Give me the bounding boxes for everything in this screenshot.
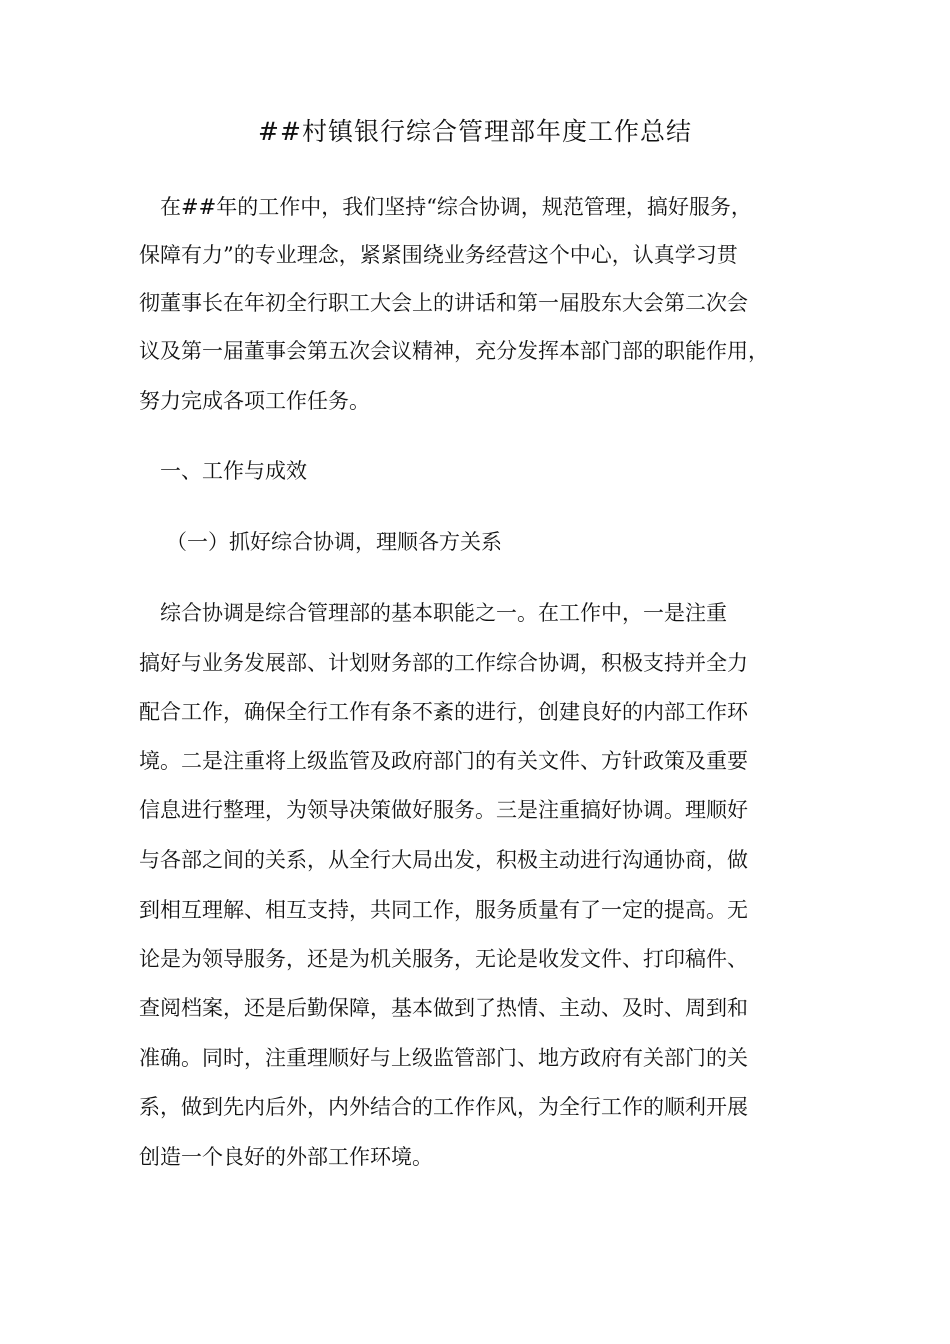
body-line-1: 综合协调是综合管理部的基本职能之一。在工作中，一是注重 xyxy=(139,601,727,625)
body-line-9: 查阅档案，还是后勤保障，基本做到了热情、主动、及时、周到和 xyxy=(139,996,748,1020)
body-line-3: 配合工作，确保全行工作有条不紊的进行，创建良好的内部工作环 xyxy=(139,700,748,724)
section-heading: 一、工作与成效 xyxy=(139,459,307,483)
body-line-5: 信息进行整理，为领导决策做好服务。三是注重搞好协调。理顺好 xyxy=(139,798,748,822)
subsection-heading: （一）抓好综合协调，理顺各方关系 xyxy=(166,530,502,554)
document-title: ##村镇银行综合管理部年度工作总结 xyxy=(258,117,692,146)
intro-line-5: 努力完成各项工作任务。 xyxy=(139,389,370,413)
body-line-6: 与各部之间的关系，从全行大局出发，积极主动进行沟通协商，做 xyxy=(139,848,748,872)
intro-line-4: 议及第一届董事会第五次会议精神，充分发挥本部门部的职能作用， xyxy=(139,339,769,363)
intro-line-2: 保障有力”的专业理念，紧紧围绕业务经营这个中心，认真学习贯 xyxy=(139,243,738,267)
body-line-7: 到相互理解、相互支持，共同工作，服务质量有了一定的提高。无 xyxy=(139,898,748,922)
body-line-11: 系，做到先内后外，内外结合的工作作风，为全行工作的顺利开展 xyxy=(139,1095,748,1119)
body-line-10: 准确。同时，注重理顺好与上级监管部门、地方政府有关部门的关 xyxy=(139,1046,748,1070)
intro-line-3: 彻董事长在年初全行职工大会上的讲话和第一届股东大会第二次会 xyxy=(139,291,748,315)
body-line-8: 论是为领导服务，还是为机关服务，无论是收发文件、打印稿件、 xyxy=(139,947,748,971)
body-line-12: 创造一个良好的外部工作环境。 xyxy=(139,1145,433,1169)
body-line-4: 境。二是注重将上级监管及政府部门的有关文件、方针政策及重要 xyxy=(139,749,748,773)
body-line-2: 搞好与业务发展部、计划财务部的工作综合协调，积极支持并全力 xyxy=(139,651,748,675)
intro-line-1: 在##年的工作中，我们坚持“综合协调，规范管理，搞好服务， xyxy=(139,195,752,219)
